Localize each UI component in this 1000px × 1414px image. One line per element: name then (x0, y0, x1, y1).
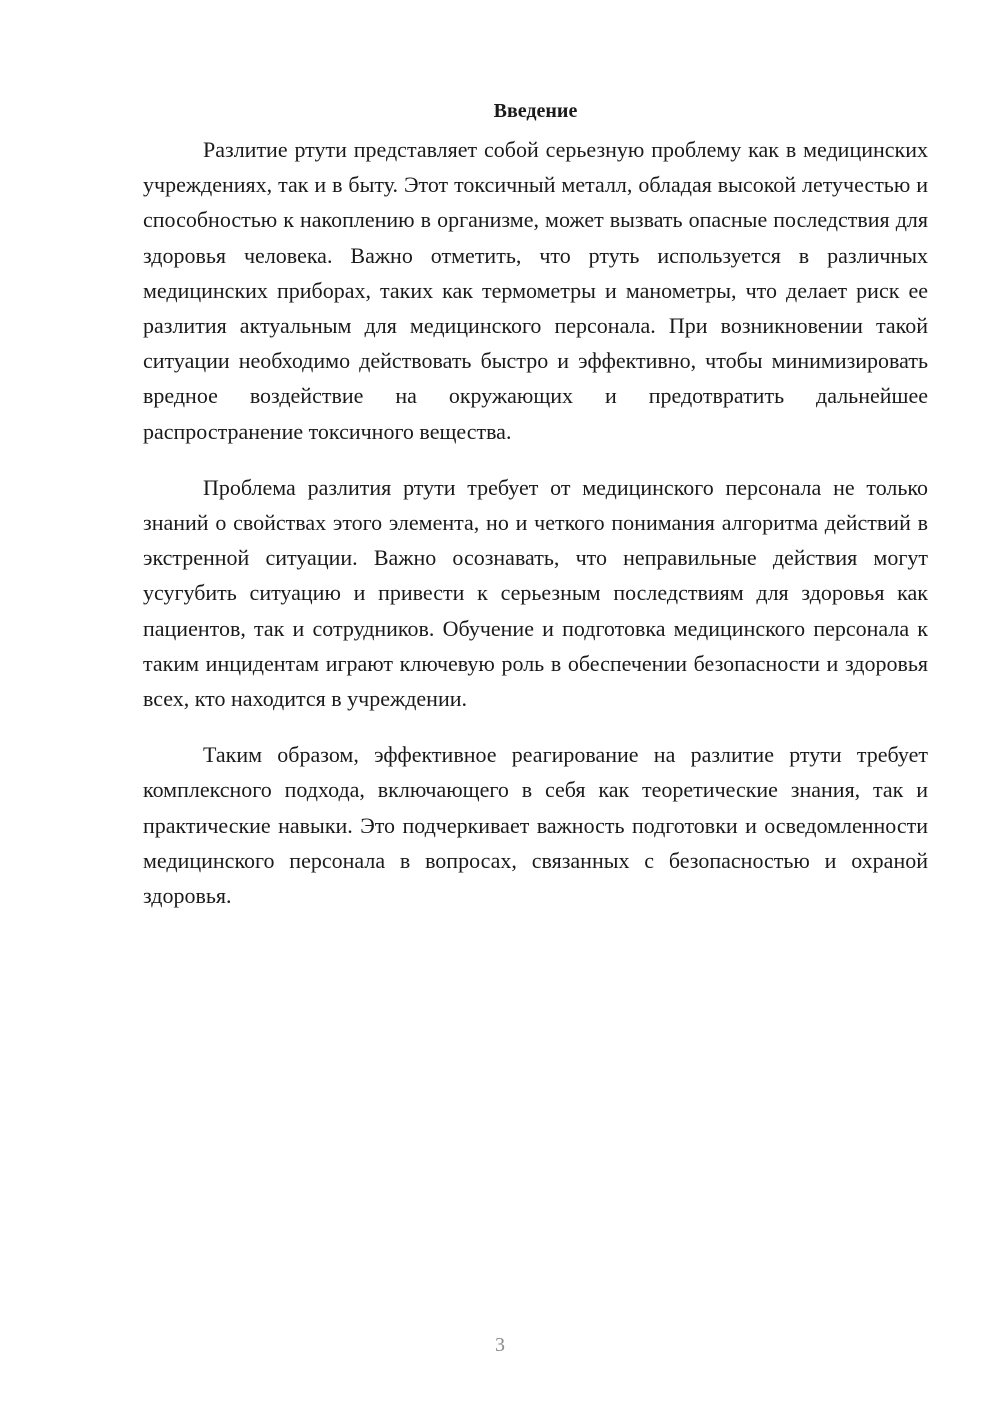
paragraph-2: Проблема разлития ртути требует от медицинского персонала не только знаний о свойствах этого элемента, но и четкого понимания алгоритма действий в экстренной ситуации. Важно осознавать, что неправильные действия могут усугубить ситуацию и привести к серьезным последствиям для здоровья как пациентов, так и сотрудников. Обучение и подготовка медицинского персонала к таким инцидентам играют ключевую роль в обеспечении безопасности и здоровья всех, кто находится в учреждении. (143, 474, 928, 712)
page-number: 3 (495, 1334, 505, 1356)
paragraph-1: Разлитие ртути представляет собой серьезную проблему как в медицинских учреждениях, так и в быту. Этот токсичный металл, обладая высокой летучестью и способностью к накоплению в организме, может вызвать опасные последствия для здоровья человека. Важно отметить, что ртуть используется в различных медицинских приборах, таких как термометры и манометры, что делает риск ее разлития актуальным для медицинского персонала. При возникновении такой ситуации необходимо действовать быстро и эффективно, чтобы минимизировать вредное воздействие на окружающих и предотвратить дальнейшее распространение токсичного вещества. (143, 137, 928, 444)
document-body (143, 96, 928, 934)
section-heading: Введение (493, 100, 578, 122)
paragraph-3: Таким образом, эффективное реагирование на разлитие ртути требует комплексного подхода, включающего в себя как теоретические знания, так и практические навыки. Это подчеркивает важность подготовки и осведомленности медицинского персонала в вопросах, связанных с безопасностью и охраной здоровья. (143, 742, 928, 909)
